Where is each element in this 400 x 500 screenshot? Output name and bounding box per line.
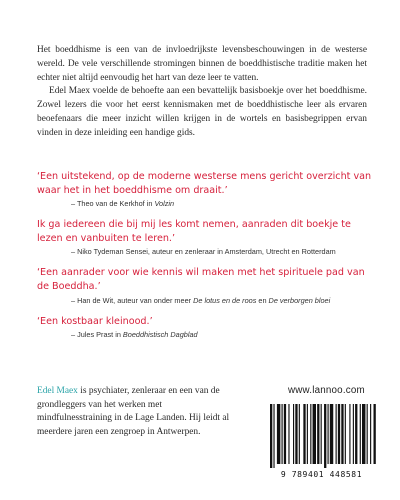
barcode-bar: [317, 404, 319, 464]
attribution-source-2: De verborgen bloei: [268, 295, 331, 305]
barcode-bar: [360, 404, 361, 464]
bio-text: is psychiater, zenleraar en een van de grondleggers van het werken met mindfulnesstraining in de Lage Landen. Hij leidt al meerdere jaren een zengroep in Antwerpen.: [37, 386, 230, 437]
intro-paragraph-1: Het boeddhisme is een van de invloedrijkste levensbeschouwingen in de westerse wereld. De vele verschillende stromingen binnen de boeddhistische traditie maken het echter niet altijd eenvoudig het hart van deze leer te vatten.: [37, 45, 367, 83]
quote-attribution: [71, 296, 372, 306]
barcode-bar: [270, 404, 272, 468]
isbn-barcode: [264, 402, 379, 484]
barcode-bar: [321, 404, 322, 464]
review-quote: [37, 218, 372, 257]
quote-attribution: [71, 199, 372, 209]
attribution-source: Volzin: [154, 199, 175, 209]
attribution-text: – Han de Wit, auteur van onder meer: [71, 295, 194, 305]
barcode-bar: [349, 404, 350, 464]
quote-attribution: [71, 247, 372, 257]
barcode-bar: [374, 404, 376, 464]
barcode-bar: [313, 404, 316, 464]
barcode-bar: [355, 404, 357, 464]
publisher-website: www.lannoo.com: [288, 385, 365, 396]
review-quote: [37, 315, 372, 341]
barcode-graphic: [264, 402, 379, 470]
quote-attribution: [71, 330, 372, 340]
attribution-source: Boeddhistisch Dagblad: [122, 330, 198, 340]
barcode-bar: [310, 404, 311, 464]
attribution-text: – Niko Tydeman Sensei, auteur en zenleraar in Amsterdam, Utrecht en Rotterdam: [71, 247, 336, 257]
barcode-bar: [330, 404, 333, 464]
review-quote: [37, 266, 372, 305]
barcode-bar: [353, 404, 354, 464]
review-quotes: [37, 170, 372, 349]
barcode-bar: [273, 404, 274, 468]
barcode-bar: [341, 404, 343, 464]
isbn-number: 9 789401 448581: [280, 470, 363, 479]
barcode-bar: [282, 404, 283, 464]
barcode-bar: [295, 404, 297, 464]
attribution-source: De lotus en de roos: [193, 295, 257, 305]
attribution-joiner: en: [256, 295, 269, 305]
barcode-bar: [367, 404, 368, 464]
barcode-bar: [370, 404, 371, 464]
quote-text: Ik ga iedereen die bij mij les komt nemen, aanraden dit boekje te lezen en vanbuiten te leren.’: [37, 219, 351, 244]
quote-text: ‘Een uitstekend, op de moderne westerse mens gericht overzicht van waar het in het boeddhisme om draait.’: [37, 171, 372, 196]
barcode-bar: [293, 404, 294, 464]
barcode-bar: [324, 404, 326, 468]
quote-text: ‘Een kostbaar kleinood.’: [37, 315, 153, 327]
barcode-bar: [336, 404, 337, 464]
barcode-bar: [338, 404, 340, 464]
attribution-text: – Theo van de Kerkhof in: [71, 199, 155, 209]
barcode-bar: [345, 404, 346, 464]
barcode-bar: [328, 404, 329, 464]
barcode-bar: [299, 404, 300, 464]
intro-text: [37, 44, 367, 141]
attribution-text: – Jules Prast in: [71, 330, 123, 340]
author-bio: [37, 385, 237, 439]
barcode-bar: [362, 404, 365, 464]
barcode-bar: [288, 404, 289, 464]
barcode-bar: [284, 404, 286, 464]
review-quote: [37, 170, 372, 209]
barcode-bar: [307, 404, 308, 464]
quote-text: ‘Een aanrader voor wie kennis wil maken met het spirituele pad van de Boeddha.’: [37, 267, 365, 292]
author-name: Edel Maex: [37, 386, 78, 396]
barcode-bar: [277, 404, 280, 464]
intro-paragraph-2: Edel Maex voelde de behoefte aan een bevattelijk basisboekje over het boeddhisme. Zowel lezers die voor het eerst kennismaken met de boeddhistische leer als ervaren beoefenaars die meer inzicht willen krijgen in de wortels en basisbegrippen ervan vinden in deze inleiding een handige gids.: [37, 86, 367, 138]
barcode-bar: [303, 404, 305, 464]
